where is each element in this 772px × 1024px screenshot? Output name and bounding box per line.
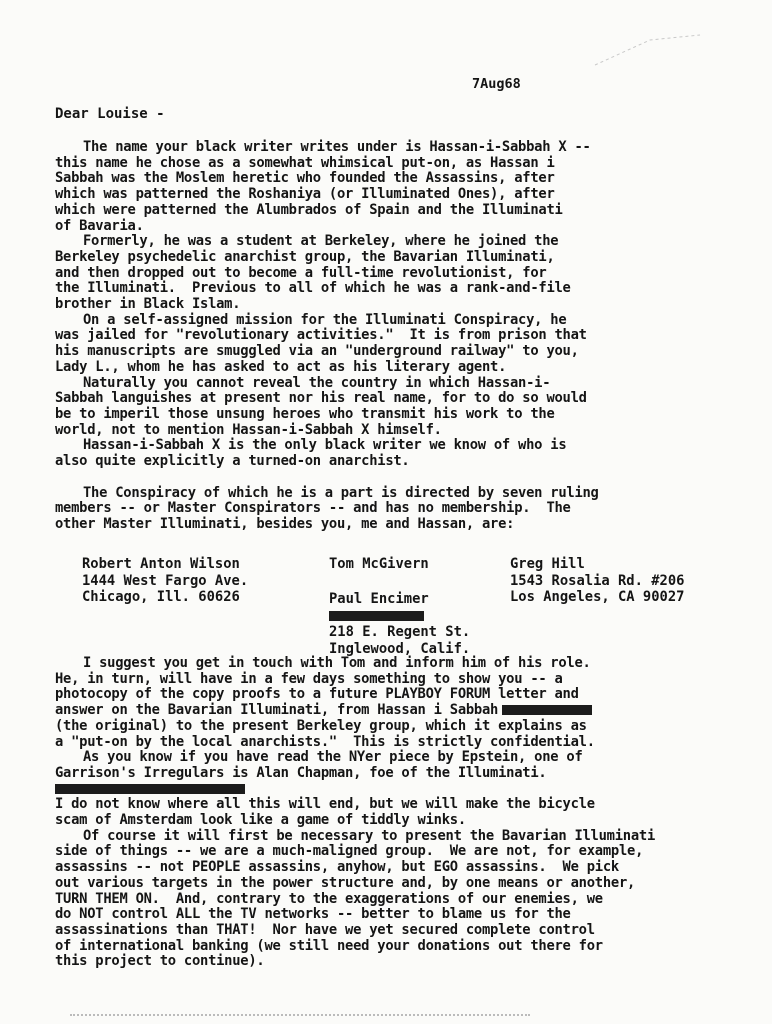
- line-text: of international banking (we still need your donations out there for: [55, 937, 603, 954]
- address-mcgivern: [329, 556, 429, 573]
- line-text: Of course it will first be necessary to present the Bavarian Illuminati: [83, 827, 656, 844]
- text-line: [55, 250, 755, 266]
- text-line: [55, 438, 755, 454]
- text-line: [55, 140, 755, 156]
- line-text: and then dropped out to become a full-time revolutionist, for: [55, 264, 547, 281]
- line-text: this name he chose as a somewhat whimsical put-on, as Hassan i: [55, 154, 555, 171]
- line-text: the Illuminati. Previous to all of which he was a rank-and-file: [55, 280, 571, 297]
- salutation: Dear Louise -: [55, 106, 165, 122]
- address-line: 1543 Rosalia Rd. #206: [510, 572, 685, 589]
- line-text: assassinations than THAT! Nor have we yet secured complete control: [55, 921, 595, 938]
- line-text: brother in Black Islam.: [55, 296, 241, 313]
- address-line: Robert Anton Wilson: [82, 556, 240, 572]
- redaction-bar: [55, 784, 245, 794]
- letter-closing: [55, 656, 755, 970]
- line-text: I do not know where all this will end, but we will make the bicycle: [55, 796, 595, 813]
- text-line: [55, 939, 755, 955]
- page-bottom-bleed: [70, 1014, 530, 1020]
- text-line: [55, 907, 755, 923]
- text-line: [55, 860, 755, 876]
- text-line: [55, 954, 755, 970]
- text-line: [55, 844, 755, 860]
- line-text: side of things -- we are a much-maligned group. We are not, for example,: [55, 843, 644, 860]
- line-text: members -- or Master Conspirators -- and has no membership. The: [55, 500, 571, 517]
- line-text: assassins -- not PEOPLE assassins, anyhow, but EGO assassins. We pick: [55, 859, 619, 876]
- line-text: of Bavaria.: [55, 217, 144, 234]
- text-line: [55, 735, 755, 751]
- address-line: Tom McGivern: [329, 556, 429, 572]
- text-line: [55, 219, 755, 235]
- address-line: Chicago, Ill. 60626: [82, 589, 240, 605]
- text-line: [55, 892, 755, 908]
- redaction-bar: [502, 705, 592, 715]
- text-line: [55, 407, 755, 423]
- text-line: [55, 782, 755, 798]
- text-line: [55, 156, 755, 172]
- text-line: [55, 423, 755, 439]
- text-line: [55, 703, 755, 719]
- text-line: [55, 687, 755, 703]
- text-line: [55, 876, 755, 892]
- address-list: [0, 556, 772, 656]
- text-line: [55, 672, 755, 688]
- text-line: [55, 313, 755, 329]
- redaction-bar: [329, 608, 470, 625]
- text-line: [55, 281, 755, 297]
- line-text: world, not to mention Hassan-i-Sabbah X himself.: [55, 421, 442, 438]
- text-line: [55, 454, 755, 470]
- text-line: [55, 656, 755, 672]
- line-text: answer on the Bavarian Illuminati, from Hassan i Sabbah: [55, 702, 499, 719]
- line-text: The Conspiracy of which he is a part is directed by seven ruling: [83, 484, 599, 501]
- line-text: be to imperil those unsung heroes who transmit his work to the: [55, 405, 555, 422]
- line-text: a "put-on by the local anarchists." This is strictly confidential.: [55, 733, 595, 750]
- text-line: [55, 360, 755, 376]
- text-line: [55, 203, 755, 219]
- line-text: Formerly, he was a student at Berkeley, where he joined the: [83, 233, 559, 250]
- line-text: scam of Amsterdam look like a game of tiddly winks.: [55, 812, 466, 829]
- margin-scribble: [590, 30, 710, 70]
- line-text: He, in turn, will have in a few days something to show you -- a: [55, 670, 563, 687]
- line-text: I suggest you get in touch with Tom and inform him of his role.: [83, 655, 591, 671]
- address-wilson: [82, 556, 248, 606]
- address-line: Inglewood, Calif.: [329, 640, 471, 657]
- text-line: [55, 391, 755, 407]
- text-line: [55, 328, 755, 344]
- line-text: The name your black writer writes under is Hassan-i-Sabbah X --: [83, 139, 591, 155]
- paragraph-gap: [55, 470, 755, 486]
- line-text: (the original) to the present Berkeley group, which it explains as: [55, 717, 587, 734]
- line-text: As you know if you have read the NYer piece by Epstein, one of: [83, 749, 583, 766]
- text-line: [55, 517, 755, 533]
- text-line: [55, 486, 755, 502]
- line-text: do NOT control ALL the TV networks -- better to blame us for the: [55, 906, 571, 923]
- line-text: out various targets in the power structure and, by one means or another,: [55, 874, 636, 891]
- line-text: which were patterned the Alumbrados of Spain and the Illuminati: [55, 201, 563, 218]
- line-text: Naturally you cannot reveal the country in which Hassan-i-: [83, 374, 551, 391]
- line-text: On a self-assigned mission for the Illuminati Conspiracy, he: [83, 311, 567, 328]
- line-text: Lady L., whom he has asked to act as his literary agent.: [55, 358, 507, 375]
- address-line: Greg Hill: [510, 556, 585, 572]
- line-text: Sabbah was the Moslem heretic who founded the Assassins, after: [55, 170, 555, 187]
- line-text: Garrison's Irregulars is Alan Chapman, foe of the Illuminati.: [55, 764, 547, 781]
- line-text: was jailed for "revolutionary activities." It is from prison that: [55, 327, 587, 344]
- text-line: [55, 719, 755, 735]
- text-line: [55, 501, 755, 517]
- text-line: [55, 813, 755, 829]
- letter-date: 7Aug68: [472, 76, 521, 92]
- line-text: Berkeley psychedelic anarchist group, the Bavarian Illuminati,: [55, 248, 555, 265]
- text-line: [55, 234, 755, 250]
- address-line: 218 E. Regent St.: [329, 624, 471, 640]
- line-text: his manuscripts are smuggled via an "underground railway" to you,: [55, 343, 579, 360]
- address-line: Los Angeles, CA 90027: [510, 589, 685, 605]
- text-line: [55, 750, 755, 766]
- text-line: [55, 829, 755, 845]
- line-text: Hassan-i-Sabbah X is the only black writer we know of who is: [83, 437, 567, 454]
- text-line: [55, 344, 755, 360]
- text-line: [55, 923, 755, 939]
- line-text: other Master Illuminati, besides you, me and Hassan, are:: [55, 516, 515, 533]
- address-line: Paul Encimer: [329, 591, 429, 607]
- line-text: this project to continue).: [55, 953, 265, 970]
- text-line: [55, 766, 755, 782]
- line-text: Sabbah languishes at present nor his real name, for to do so would: [55, 390, 587, 407]
- text-line: [55, 187, 755, 203]
- text-line: [55, 376, 755, 392]
- line-text: which was patterned the Roshaniya (or Illuminated Ones), after: [55, 186, 555, 203]
- line-text: photocopy of the copy proofs to a future PLAYBOY FORUM letter and: [55, 686, 579, 703]
- text-line: [55, 797, 755, 813]
- address-hill: [510, 556, 684, 606]
- address-encimer: [329, 591, 470, 657]
- text-line: [55, 297, 755, 313]
- text-line: [55, 266, 755, 282]
- letter-body: [55, 140, 755, 533]
- address-line: 1444 West Fargo Ave.: [82, 572, 249, 589]
- line-text: TURN THEM ON. And, contrary to the exaggerations of our enemies, we: [55, 890, 603, 907]
- line-text: also quite explicitly a turned-on anarchist.: [55, 453, 410, 470]
- text-line: [55, 171, 755, 187]
